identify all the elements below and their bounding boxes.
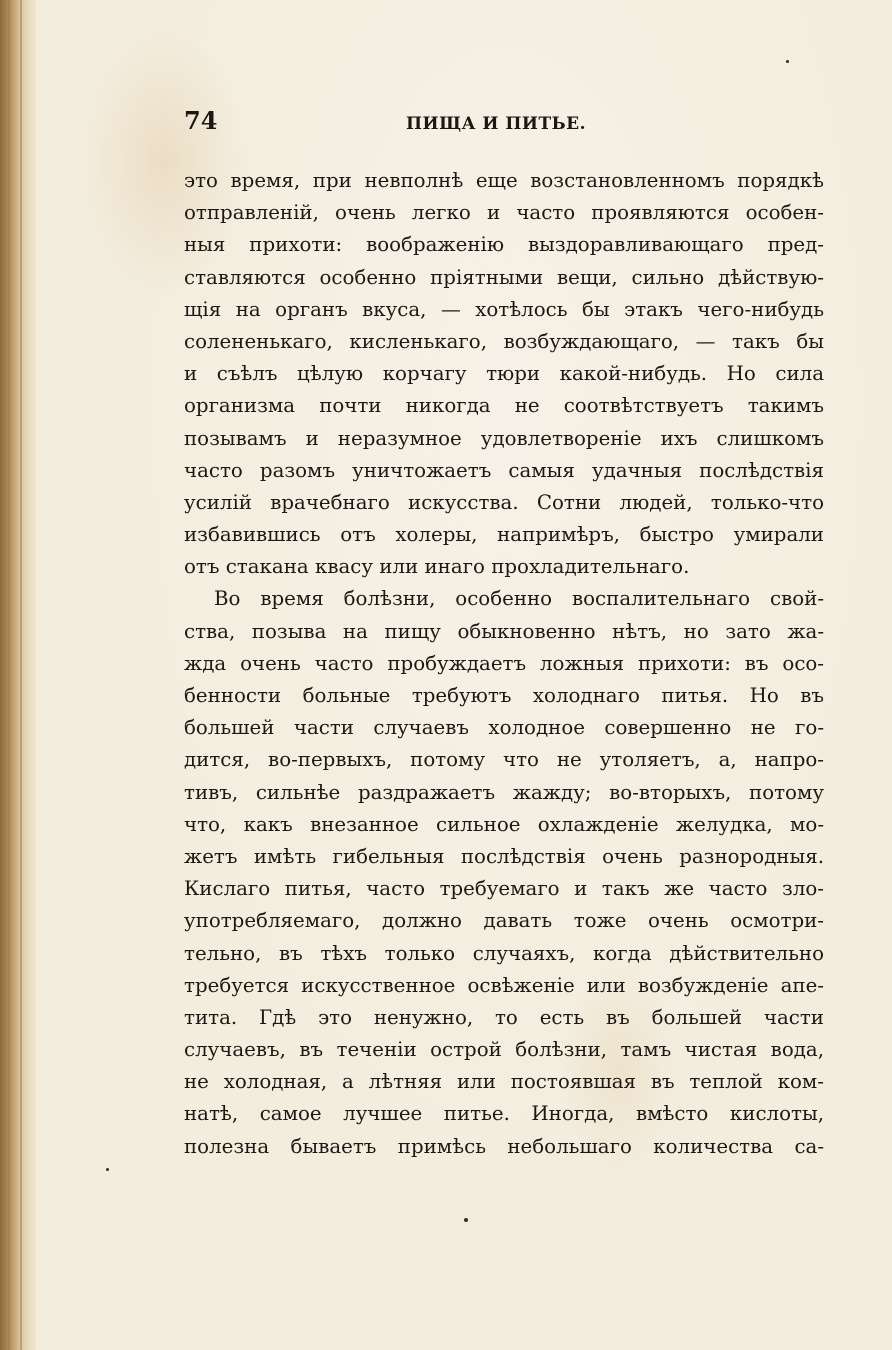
- text-line: отправленій, очень легко и часто проявляются особен-: [184, 201, 824, 225]
- text-line: ства, позыва на пищу обыкновенно нѣтъ, но зато жа-: [184, 619, 824, 643]
- paper-speck: [106, 1168, 109, 1171]
- page-edge-line: [20, 0, 22, 1350]
- text-line: Кислаго питья, часто требуемаго и такъ же часто зло-: [184, 877, 824, 901]
- paragraph: [184, 165, 824, 583]
- text-line: ставляются особенно пріятными вещи, сильно дѣйствую-: [184, 265, 824, 289]
- paper-speck: [786, 60, 789, 63]
- text-line: дится, во-первыхъ, потому что не утоляетъ, а, напро-: [184, 748, 824, 772]
- text-line: ныя прихоти: воображенію выздоравливающаго пред-: [184, 233, 824, 257]
- page-header: [184, 106, 824, 140]
- text-line: случаевъ, въ теченіи острой болѣзни, тамъ чистая вода,: [184, 1038, 824, 1062]
- page-edge-line: [8, 0, 10, 1350]
- text-line: избавившись отъ холеры, напримѣръ, быстро умирали: [184, 523, 824, 547]
- text-line: солененькаго, кисленькаго, возбуждающаго, — такъ бы: [184, 329, 824, 353]
- text-line: усилій врачебнаго искусства. Сотни людей, только-что: [184, 490, 824, 514]
- text-line: это время, при невполнѣ еще возстановленномъ порядкѣ: [184, 169, 824, 192]
- text-line: жда очень часто пробуждаетъ ложныя прихоти: въ осо-: [184, 651, 824, 675]
- text-line: часто разомъ уничтожаетъ самыя удачныя послѣдствія: [184, 458, 824, 482]
- text-line: что, какъ внезанное сильное охлажденіе желудка, мо-: [184, 812, 824, 836]
- text-line: бенности больные требуютъ холоднаго питья. Но въ: [184, 684, 824, 707]
- text-line: щія на органъ вкуса, — хотѣлось бы этакъ чего-нибудь: [184, 297, 824, 321]
- text-line: натѣ, самое лучшее питье. Иногда, вмѣсто кислоты,: [184, 1102, 824, 1126]
- text-line: организма почти никогда не соотвѣтствуетъ такимъ: [184, 394, 824, 418]
- body-text: [184, 165, 824, 1163]
- text-line: тита. Гдѣ это ненужно, то есть въ большей части: [184, 1005, 824, 1029]
- text-line: тельно, въ тѣхъ только случаяхъ, когда дѣйствительно: [184, 941, 824, 965]
- text-line: позывамъ и неразумное удовлетвореніе ихъ слишкомъ: [184, 426, 824, 450]
- text-line: Во время болѣзни, особенно воспалительнаго свой-: [214, 587, 824, 611]
- text-line: полезна бываетъ примѣсь небольшаго количества са-: [184, 1134, 824, 1158]
- text-line: требуется искусственное освѣженіе или возбужденіе апе-: [184, 973, 824, 997]
- text-line: жетъ имѣть гибельныя послѣдствія очень разнородныя.: [184, 844, 824, 868]
- text-line: употребляемаго, должно давать тоже очень осмотри-: [184, 909, 824, 933]
- running-title: ПИЩА И ПИТЬЕ.: [406, 114, 587, 134]
- paragraph: [184, 583, 824, 1162]
- text-line: отъ стакана квасу или инаго прохладительнаго.: [184, 555, 690, 579]
- text-line: тивъ, сильнѣе раздражаетъ жажду; во-вторыхъ, потому: [184, 780, 824, 804]
- text-line: и съѣлъ цѣлую корчагу тюри какой-нибудь. Но сила: [184, 362, 824, 386]
- text-line: большей части случаевъ холодное совершенно не го-: [184, 716, 824, 740]
- text-line: не холодная, а лѣтняя или постоявшая въ теплой ком-: [184, 1070, 824, 1094]
- paper-speck: [464, 1218, 468, 1222]
- book-binding-edge: [0, 0, 36, 1350]
- page-number: 74: [184, 106, 218, 135]
